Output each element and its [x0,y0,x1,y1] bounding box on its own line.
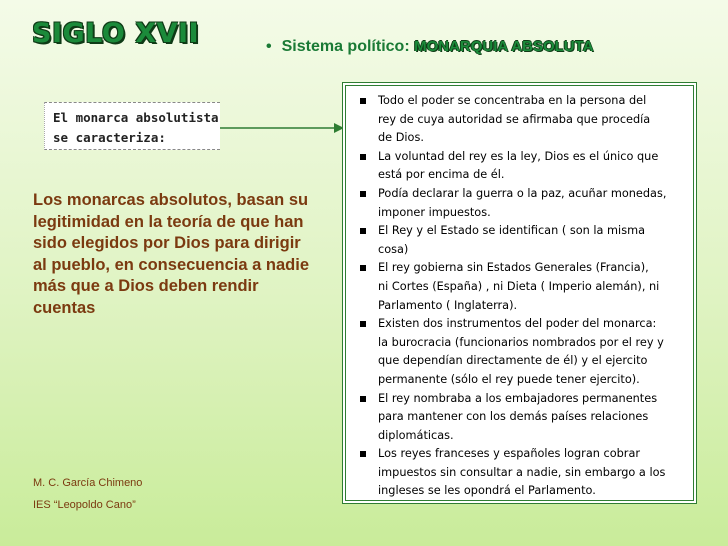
subtitle-value: MONARQUIA ABSOLUTA [414,38,594,55]
arrow-icon [220,120,345,136]
characteristics-box [342,82,697,504]
list-item-line: diplomáticas. [378,428,454,442]
list-item-line: El rey nombraba a los embajadores permanentes [378,391,658,405]
square-bullet-icon [360,321,366,327]
characteristics-list [358,92,683,501]
list-item-line: El rey gobierna sin Estados Generales (Francia), [378,261,649,275]
list-item [358,185,683,222]
list-item-line: imponer impuestos. [378,205,491,219]
list-item-line: de Dios. [378,131,424,145]
square-bullet-icon [360,191,366,197]
note-box [44,102,220,150]
list-item [358,315,683,389]
subtitle [266,38,594,56]
square-bullet-icon [360,265,366,271]
square-bullet-icon [360,396,366,402]
subtitle-label: Sistema político [281,38,405,55]
slide-title: SIGLO XVII [32,18,200,49]
list-item-line: está por encima de él. [378,168,505,182]
credits [33,472,142,516]
list-item-line: que dependían directamente de él) y el ejercito [378,354,648,368]
list-item-line: cosa) [378,242,409,256]
bullet-icon: • [266,38,272,55]
list-item-line: la burocracia (funcionarios nombrados por el rey y [378,335,664,349]
legitimacy-text: Los monarcas absolutos, basan su legitimidad en la teoría de que han sido elegidos por Dios para dirigir al pueblo, en consecuencia a nadie más que a Dios deben rendir cuentas [33,191,310,317]
subtitle-colon: : [404,38,410,55]
list-item-line: impuestos sin consultar a nadie, sin embargo a los [378,465,666,479]
list-item-line: ni Cortes (España) , ni Dieta ( Imperio alemán), ni [378,279,660,293]
list-item [358,445,683,501]
list-item-line: El Rey y el Estado se identifican ( son la misma [378,224,646,238]
list-item-line: ingleses se les opondrá el Parlamento. [378,484,596,498]
list-item-line: Todo el poder se concentraba en la persona del [378,94,647,107]
list-item [358,148,683,185]
list-item-line: para mantener con los demás países relaciones [378,410,649,424]
list-item [358,259,683,315]
author: M. C. García Chimeno [33,477,143,489]
list-item-line: permanente (sólo el rey puede tener ejercito). [378,372,640,386]
list-item [358,390,683,446]
list-item-line: Parlamento ( Inglaterra). [378,298,518,312]
square-bullet-icon [360,98,366,104]
note-line-2: se caracteriza: [53,130,166,145]
list-item [358,222,683,259]
square-bullet-icon [360,228,366,234]
note-line-1: El monarca absolutista [53,110,219,125]
list-item-line: rey de cuya autoridad se afirmaba que procedía [378,112,651,126]
list-item-line: La voluntad del rey es la ley, Dios es el único que [378,149,659,163]
school: IES “Leopoldo Cano” [33,499,136,511]
list-item-line: Podía declarar la guerra o la paz, acuñar monedas, [378,186,667,200]
list-item [358,92,683,148]
list-item-line: Los reyes franceses y españoles logran cobrar [378,447,641,461]
square-bullet-icon [360,451,366,457]
list-item-line: Existen dos instrumentos del poder del monarca: [378,317,657,331]
square-bullet-icon [360,154,366,160]
